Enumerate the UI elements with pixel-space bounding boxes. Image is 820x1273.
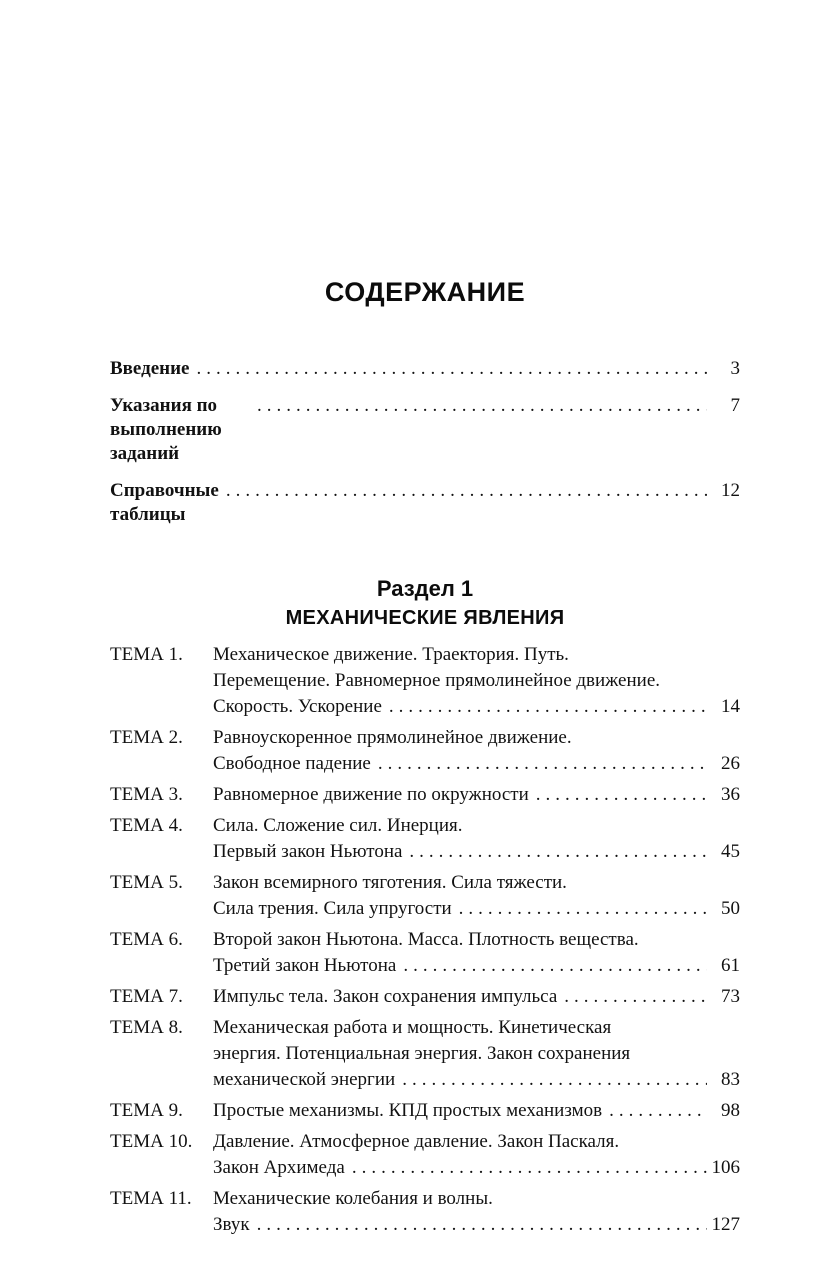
page-number: 26 — [721, 753, 740, 774]
topic-lines — [213, 1186, 740, 1238]
topic-line: Механическая работа и мощность. Кинетическая — [213, 1017, 612, 1038]
page-number: 7 — [730, 395, 740, 416]
topic-line: механической энергии — [213, 1069, 396, 1090]
topic-line: Равномерное движение по окружности — [213, 784, 529, 805]
page-number: 73 — [721, 986, 740, 1007]
topic-label: ТЕМА 10. — [110, 1131, 193, 1152]
topics-list — [110, 642, 740, 1238]
front-matter-row — [110, 357, 740, 381]
topic-row — [110, 1129, 740, 1181]
front-matter-list — [110, 357, 740, 527]
page-title: СОДЕРЖАНИЕ — [324, 277, 526, 307]
topic-line: Механическое движение. Траектория. Путь. — [213, 644, 569, 665]
topic-label: ТЕМА 8. — [110, 1017, 183, 1038]
topic-last-line — [213, 984, 740, 1010]
dot-leader — [564, 984, 707, 1010]
dot-leader — [257, 1212, 707, 1238]
dot-leader — [352, 1155, 707, 1181]
topic-label: ТЕМА 1. — [110, 644, 183, 665]
text-block — [110, 0, 740, 1243]
topic-last-line — [213, 1155, 740, 1181]
front-matter-label: Указания по выполнению заданий — [110, 395, 222, 464]
topic-label: ТЕМА 7. — [110, 986, 183, 1007]
topic-lines — [213, 725, 740, 777]
page-number: 61 — [721, 955, 740, 976]
topic-row — [110, 1186, 740, 1238]
topic-lines — [213, 1129, 740, 1181]
topic-line: Равноускоренное прямолинейное движение. — [213, 727, 572, 748]
topic-line: Второй закон Ньютона. Масса. Плотность вещества. — [213, 929, 639, 950]
topic-row — [110, 642, 740, 720]
topic-label: ТЕМА 4. — [110, 815, 183, 836]
section-title: МЕХАНИЧЕСКИЕ ЯВЛЕНИЯ — [285, 607, 565, 629]
topic-last-line — [213, 1098, 740, 1124]
topic-label: ТЕМА 11. — [110, 1188, 192, 1209]
topic-row — [110, 1015, 740, 1093]
topic-lines — [213, 984, 740, 1010]
topic-line: Третий закон Ньютона — [213, 955, 397, 976]
page-number: 14 — [721, 696, 740, 717]
topic-row — [110, 813, 740, 865]
dot-leader — [226, 479, 707, 503]
topic-last-line — [213, 953, 740, 979]
topic-line: Механические колебания и волны. — [213, 1188, 493, 1209]
topic-row — [110, 725, 740, 777]
topic-last-line — [213, 782, 740, 808]
dot-leader — [403, 953, 707, 979]
topic-line: Звук — [213, 1214, 250, 1235]
topic-last-line — [213, 751, 740, 777]
topic-line: Скорость. Ускорение — [213, 696, 382, 717]
topic-line: Закон Архимеда — [213, 1157, 345, 1178]
dot-leader — [459, 896, 707, 922]
topic-last-line — [213, 1212, 740, 1238]
dot-leader — [536, 782, 707, 808]
topic-line: Импульс тела. Закон сохранения импульса — [213, 986, 558, 1007]
topic-line: Сила трения. Сила упругости — [213, 898, 452, 919]
topic-label: ТЕМА 2. — [110, 727, 183, 748]
topic-line: Свободное падение — [213, 753, 371, 774]
topic-lines — [213, 927, 740, 979]
topic-line: Первый закон Ньютона — [213, 841, 403, 862]
topic-row — [110, 870, 740, 922]
front-matter-label: Справочные таблицы — [110, 480, 219, 525]
topic-last-line — [213, 839, 740, 865]
topic-label: ТЕМА 6. — [110, 929, 183, 950]
topic-lines — [213, 1015, 740, 1093]
topic-lines — [213, 782, 740, 808]
topic-row — [110, 1098, 740, 1124]
topic-lines — [213, 642, 740, 720]
dot-leader — [409, 839, 707, 865]
page-number: 83 — [721, 1069, 740, 1090]
topic-line: энергия. Потенциальная энергия. Закон сохранения — [213, 1043, 631, 1064]
topic-row — [110, 984, 740, 1010]
dot-leader — [197, 357, 708, 381]
topic-lines — [213, 813, 740, 865]
page-number: 45 — [721, 841, 740, 862]
dot-leader — [378, 751, 707, 777]
front-matter-row — [110, 479, 740, 527]
topic-last-line — [213, 694, 740, 720]
dot-leader — [257, 394, 707, 418]
topic-label: ТЕМА 9. — [110, 1100, 183, 1121]
page-number: 127 — [711, 1214, 740, 1235]
dot-leader — [402, 1067, 707, 1093]
section-number: Раздел 1 — [376, 576, 474, 601]
dot-leader — [389, 694, 707, 720]
topic-label: ТЕМА 3. — [110, 784, 183, 805]
page-number: 12 — [721, 480, 740, 501]
dot-leader — [609, 1098, 707, 1124]
topic-line: Простые механизмы. КПД простых механизмов — [213, 1100, 603, 1121]
topic-label: ТЕМА 5. — [110, 872, 183, 893]
page-number: 36 — [721, 784, 740, 805]
topic-line: Сила. Сложение сил. Инерция. — [213, 815, 463, 836]
topic-lines — [213, 870, 740, 922]
topic-row — [110, 782, 740, 808]
topic-lines — [213, 1098, 740, 1124]
page-number: 98 — [721, 1100, 740, 1121]
section-heading — [110, 576, 740, 630]
front-matter-row — [110, 394, 740, 466]
topic-last-line — [213, 1067, 740, 1093]
page-number: 3 — [730, 358, 740, 379]
front-matter-label: Введение — [110, 358, 190, 379]
topic-line: Закон всемирного тяготения. Сила тяжести. — [213, 872, 567, 893]
topic-line: Давление. Атмосферное давление. Закон Паскаля. — [213, 1131, 620, 1152]
page-number: 106 — [711, 1157, 740, 1178]
topic-last-line — [213, 896, 740, 922]
topic-line: Перемещение. Равномерное прямолинейное движение. — [213, 670, 661, 691]
page-number: 50 — [721, 898, 740, 919]
topic-row — [110, 927, 740, 979]
